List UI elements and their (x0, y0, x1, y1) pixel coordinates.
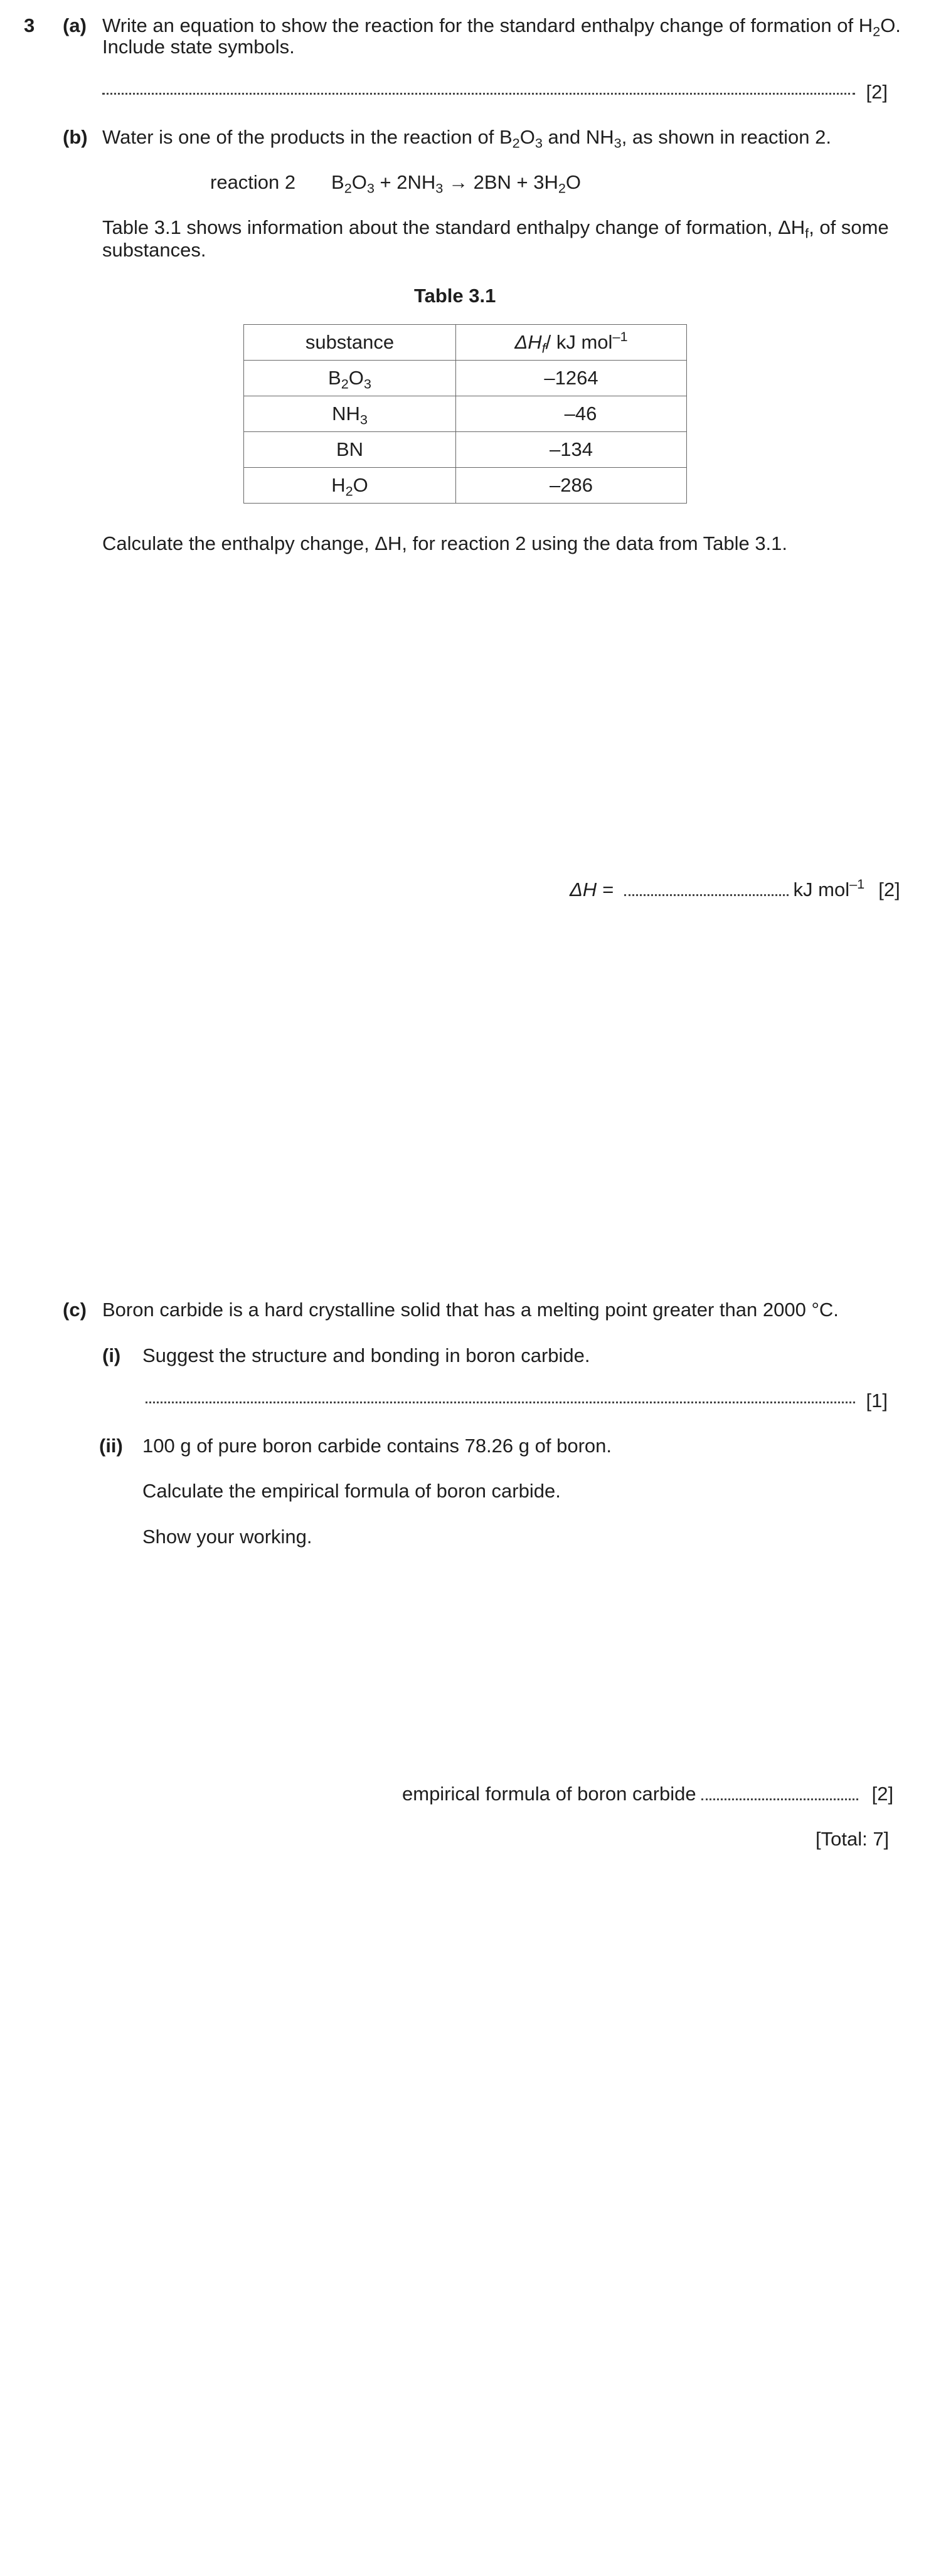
table-row (244, 396, 687, 432)
table-cell-substance: $H_2O$ (244, 468, 456, 504)
part-c-i-label: (i) (102, 1344, 121, 1366)
part-c-ii-text2: Calculate the empirical formula of boron carbide. (142, 1480, 561, 1502)
table-intro-line1: Table 3.1 shows information about the standard enthalpy change of formation, $\Delta H_f$, of some (102, 216, 889, 241)
part-c-ii-answer-line[interactable]: empirical formula of boron carbide [2] (402, 1783, 894, 1805)
part-c-i-question: Suggest the structure and bonding in boron carbide. (142, 1344, 590, 1366)
table-cell-value: –134 (456, 432, 687, 468)
part-b-answer-line[interactable]: ΔH = kJ mol$^{-1}$ [2] (570, 876, 900, 900)
part-b-label: (b) (63, 126, 88, 148)
part-a-question-line2: Include state symbols. (102, 36, 295, 58)
table-intro-line2: substances. (102, 239, 206, 261)
table-cell-substance: $B_2O_3$ (244, 361, 456, 396)
table-cell-value: –1264 (456, 361, 687, 396)
part-c-ii-label: (ii) (99, 1435, 123, 1457)
table-header-substance: substance (244, 325, 456, 361)
table-header-row (244, 325, 687, 361)
reaction-2-equation: $B_2O_3 + 2NH_3 \to 2BN + 3H_2O$ (331, 171, 582, 196)
table-row (244, 432, 687, 468)
table-cell-substance: $NH_3$ (244, 396, 456, 432)
part-c-ii-text3: Show your working. (142, 1526, 312, 1548)
table-header-enthalpy: $\Delta H_f/$ kJ mol$^{-1}$ (456, 325, 687, 361)
part-a-marks: [2] (866, 81, 888, 103)
total-marks: [Total: 7] (816, 1828, 890, 1850)
part-a-label: (a) (63, 14, 87, 36)
table-cell-substance: BN (244, 432, 456, 468)
table-row (244, 361, 687, 396)
part-c-intro: Boron carbide is a hard crystalline solid that has a melting point greater than 2000 °C. (102, 1299, 839, 1321)
part-b-marks: [2] (878, 879, 900, 900)
question-number: 3 (24, 14, 35, 36)
part-c-ii-marks: [2] (871, 1783, 894, 1805)
part-c-i-answer-line[interactable] (146, 1389, 888, 1412)
part-c-label: (c) (63, 1299, 87, 1321)
part-c-i-marks: [1] (866, 1390, 888, 1412)
enthalpy-table (243, 324, 687, 504)
part-c-ii-text1: 100 g of pure boron carbide contains 78.26 g of boron. (142, 1435, 612, 1457)
table-row (244, 468, 687, 504)
part-b-calc-instruction: Calculate the enthalpy change, ΔH, for reaction 2 using the data from Table 3.1. (102, 532, 788, 554)
part-a-answer-line[interactable] (102, 80, 888, 103)
part-a-question-line1: Write an equation to show the reaction for the standard enthalpy change of formation of $H_2O$. (102, 14, 901, 40)
table-title: Table 3.1 (414, 285, 496, 307)
part-b-intro: Water is one of the products in the reaction of $B_2O_3$ and $NH_3$, as shown in reaction 2. (102, 126, 831, 151)
table-cell-value: –46 (456, 396, 687, 432)
table-cell-value: –286 (456, 468, 687, 504)
reaction-2-label: reaction 2 (210, 171, 296, 193)
